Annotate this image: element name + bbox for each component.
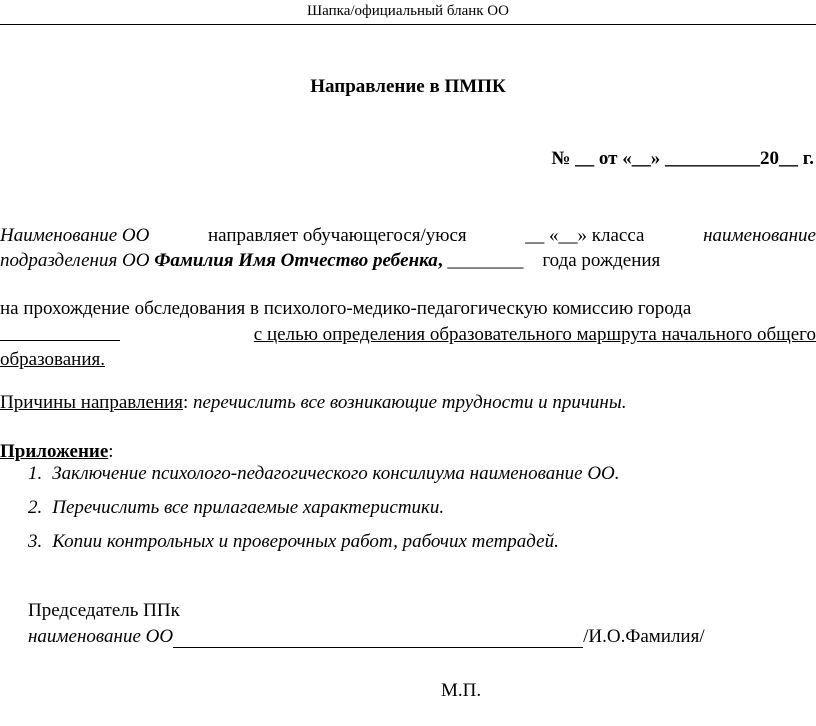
signature-name: /И.О.Фамилия/ — [583, 626, 705, 647]
comma: , — [437, 250, 443, 271]
list-item-number: 2. — [28, 497, 43, 518]
official-letterhead: Шапка/официальный бланк ОО — [0, 0, 816, 25]
purpose-line3: образования. — [0, 349, 105, 370]
reasons-text: перечислить все возникающие трудности и причины. — [193, 392, 627, 413]
birth-year-label: года рождения — [542, 250, 661, 271]
attachment-colon: : — [108, 441, 114, 462]
referral-verb: направляет обучающегося/уюся — [207, 225, 467, 246]
reasons-line — [0, 392, 626, 414]
document-number-date: № __ от «__» __________20__ г. — [551, 148, 814, 169]
list-item-text: Заключение психолого-педагогического консилиума наименование ОО. — [52, 463, 620, 484]
document-title: Направление в ПМПК — [310, 76, 506, 97]
purpose-line2 — [0, 324, 816, 346]
list-item — [28, 531, 620, 553]
signature-line — [28, 626, 705, 648]
referral-paragraph-line2 — [0, 250, 660, 272]
list-item — [28, 463, 620, 485]
signature-org: наименование ОО — [28, 626, 174, 647]
list-item-number: 3. — [28, 531, 43, 552]
list-item-text: Перечислить все прилагаемые характеристики. — [52, 497, 445, 518]
reasons-colon: : — [182, 392, 189, 413]
referral-paragraph-line1 — [0, 225, 816, 247]
subdivision-placeholder-cont: подразделения ОО — [0, 250, 150, 271]
subdivision-placeholder: наименование — [703, 225, 816, 246]
org-name-placeholder: Наименование ОО — [0, 225, 150, 246]
attachment-label: Приложение — [0, 441, 109, 462]
purpose-text: с целью определения образовательного маршрута начального общего — [253, 324, 816, 345]
city-blank — [0, 324, 120, 341]
birth-year-blank: ________ — [447, 250, 524, 271]
list-item — [28, 497, 620, 519]
signature-blank — [173, 629, 583, 648]
attachment-heading — [0, 441, 114, 463]
signature-role: Председатель ППк — [28, 600, 180, 621]
attachment-list — [28, 463, 620, 565]
list-item-number: 1. — [28, 463, 43, 484]
list-item-text: Копии контрольных и проверочных работ, рабочих тетрадей. — [52, 531, 559, 552]
class-blank: __ «__» класса — [525, 225, 645, 246]
reasons-label: Причины направления — [0, 392, 183, 413]
child-name-placeholder: Фамилия Имя Отчество ребенка — [154, 250, 438, 271]
stamp-place: М.П. — [441, 680, 482, 701]
purpose-line1: на прохождение обследования в психолого-медико-педагогическую комиссию города — [0, 298, 692, 319]
